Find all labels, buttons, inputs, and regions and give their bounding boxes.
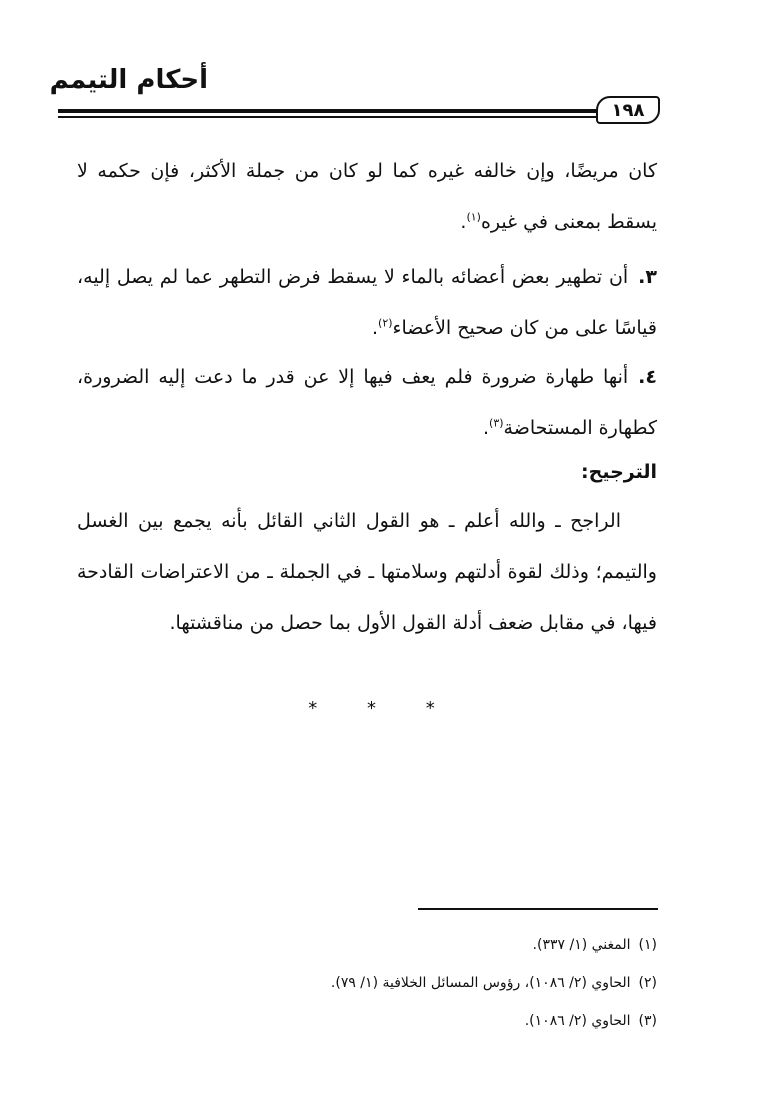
footnote-ref-3: (٣) bbox=[489, 416, 504, 430]
footnote-2 bbox=[97, 970, 657, 996]
footnote-label: (١) bbox=[638, 937, 657, 953]
footnote-ref-1: (١) bbox=[466, 210, 481, 224]
point-number: ٣. bbox=[638, 266, 657, 288]
footnote-text: المغني (١/ ٣٣٧). bbox=[532, 937, 631, 953]
section-heading-tarjih: الترجيح: bbox=[581, 461, 657, 483]
paragraph-indent bbox=[621, 510, 657, 532]
footnote-rule bbox=[418, 908, 658, 910]
footnote-text: الحاوي (٢/ ١٠٨٦)، رؤوس المسائل الخلافية (١/ ٧٩). bbox=[330, 975, 631, 991]
footnote-label: (٢) bbox=[638, 975, 657, 991]
page-number bbox=[596, 96, 660, 124]
paragraph-text: كان مريضًا، وإن خالفه غيره كما لو كان من جملة الأكثر، فإن حكمه لا يسقط بمعنى في غيره bbox=[77, 160, 657, 233]
running-header-title: أحكام التيمم bbox=[49, 65, 208, 95]
header-rule-thin bbox=[58, 116, 598, 118]
paragraph-end: . bbox=[460, 211, 467, 233]
footnote-3 bbox=[97, 1008, 657, 1034]
paragraph-text: أن تطهير بعض أعضائه بالماء لا يسقط فرض التطهر عما لم يصل إليه، قياسًا على من كان صحيح الأعضاء bbox=[77, 266, 657, 339]
page-number-text: ١٩٨ bbox=[611, 99, 645, 121]
footnote-ref-2: (٢) bbox=[378, 316, 393, 330]
footnote-label: (٣) bbox=[638, 1013, 657, 1029]
paragraph-end: . bbox=[371, 317, 379, 339]
footnote-1 bbox=[97, 932, 657, 958]
section-separator-stars: * * * bbox=[308, 698, 457, 719]
footnote-text: الحاوي (٢/ ١٠٨٦). bbox=[524, 1013, 631, 1029]
argument-point-3 bbox=[77, 252, 657, 354]
paragraph-text: الراجح ـ والله أعلم ـ هو القول الثاني القائل بأنه يجمع بين الغسل والتيمم؛ وذلك لقوة أدلتهم وسلامتها ـ في الجملة ـ من الاعتراضات القادحة فيها، في مقابل ضعف أدلة القول الأول بما حصل من مناقشتها. bbox=[77, 510, 657, 634]
paragraph-end: . bbox=[482, 417, 490, 439]
header-rule-thick bbox=[58, 109, 598, 113]
paragraph-text: أنها طهارة ضرورة فلم يعف فيها إلا عن قدر ما دعت إليه الضرورة، كطهارة المستحاضة bbox=[77, 366, 657, 439]
paragraph-continuation bbox=[77, 146, 657, 248]
argument-point-4 bbox=[77, 352, 657, 454]
point-number: ٤. bbox=[638, 366, 657, 388]
conclusion-paragraph bbox=[77, 496, 657, 649]
